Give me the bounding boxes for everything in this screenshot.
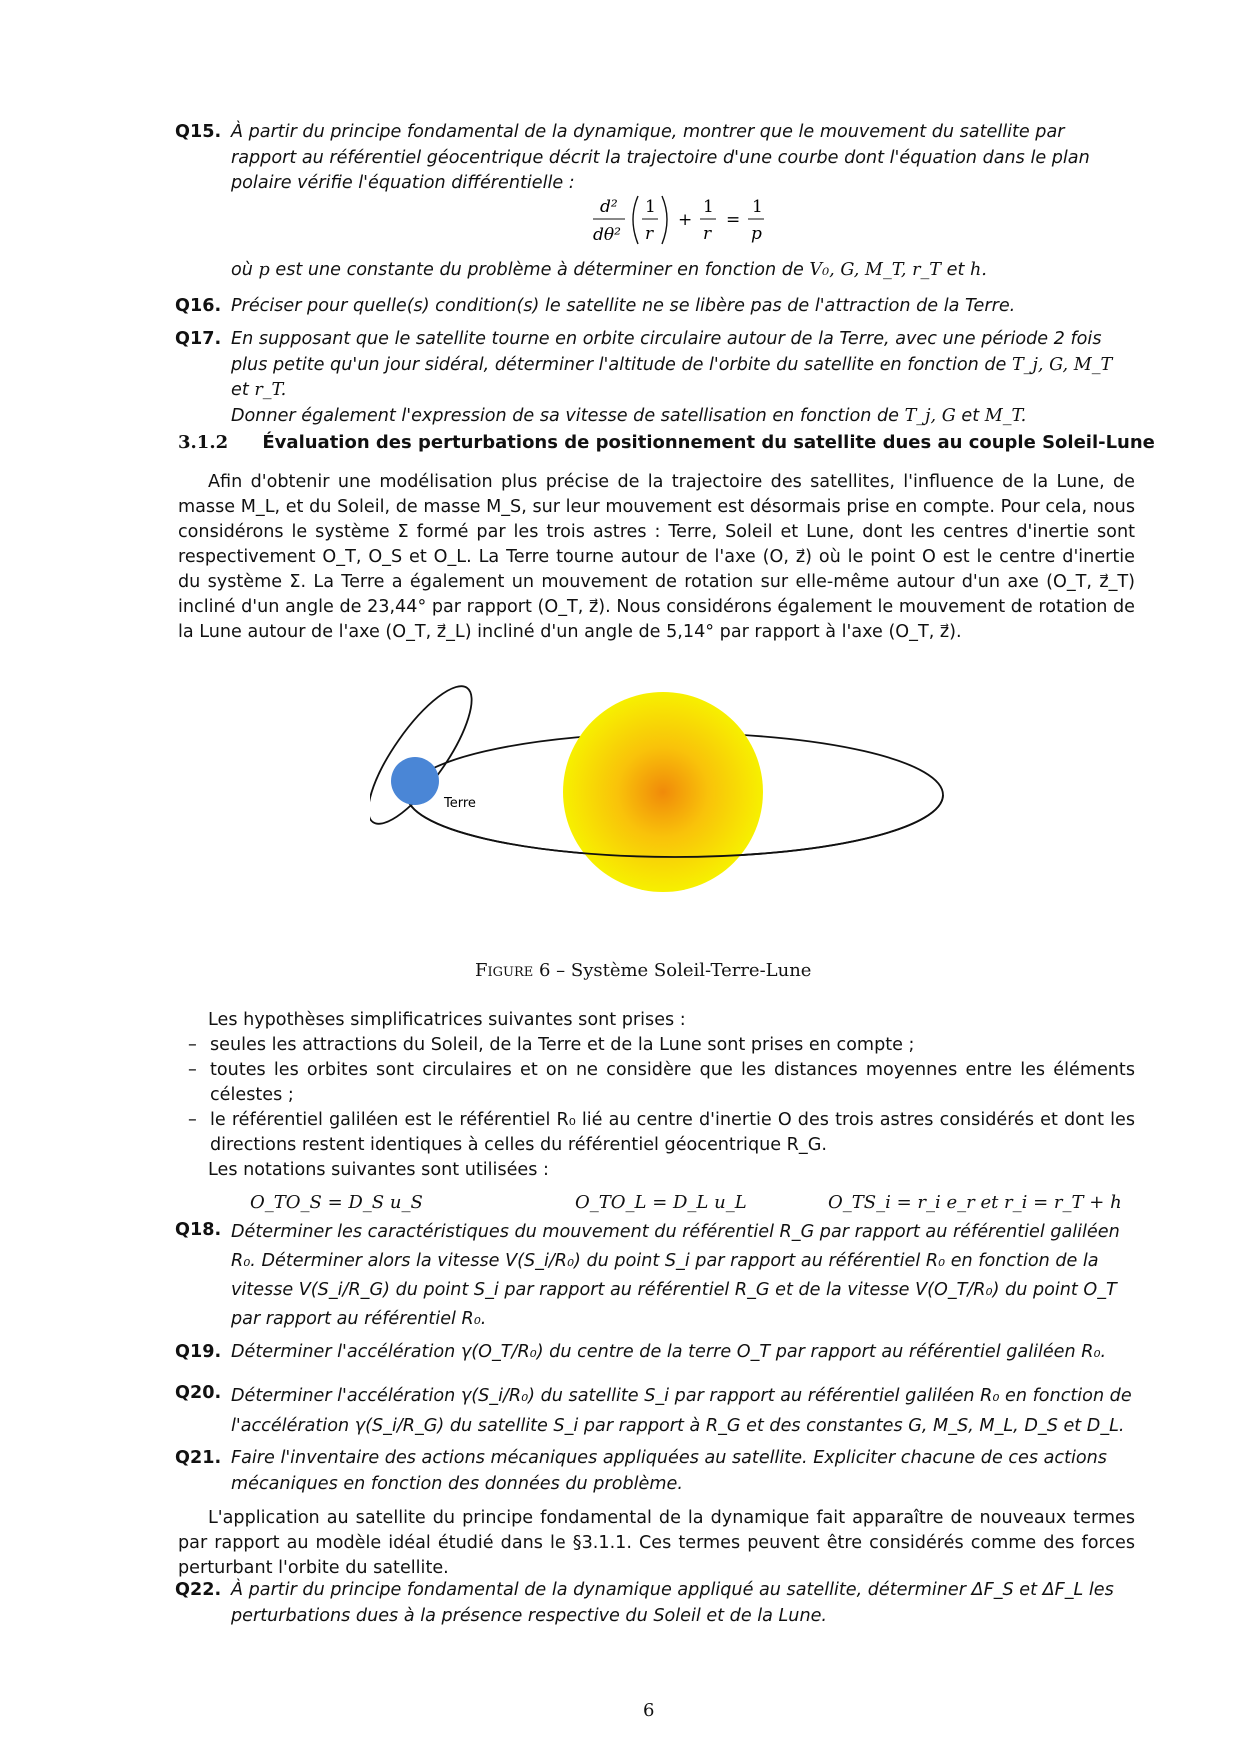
section-title-text: Évaluation des perturbations de positionnement du satellite dues au couple Soleil-Lune: [262, 432, 1155, 453]
list-dash: –: [188, 1060, 197, 1080]
question-q17: [175, 327, 1135, 429]
section-heading: [178, 432, 1155, 453]
intro-paragraph: Afin d'obtenir une modélisation plus précise de la trajectoire des satellites, l'influence de la Lune, de masse M_L, et du Soleil, de masse M_S, sur leur mouvement est désormais prise en compte. Pour cela, nous considérons le système Σ formé par les trois astres : Terre, Soleil et Lune, dont les centres d'inertie sont respectivement O_T, O_S et O_L. La Terre tourne autour de l'axe (O, z⃗) où le point O est le centre d'inertie du système Σ. La Terre a également un mouvement de rotation sur elle-même autour d'un axe (O_T, z⃗_T) incliné d'un angle de 23,44° par rapport (O_T, z⃗). Nous considérons également le mouvement de rotation de la Lune autour de l'axe (O_T, z⃗_L) incliné d'un angle de 5,14° par rapport à l'axe (O_T, z⃗).: [178, 472, 1135, 642]
question-text: Déterminer les caractéristiques du mouvement du référentiel R_G par rapport au référentiel galiléen R₀. Déterminer alors la vitesse V(S_i/R₀) du point S_i par rapport au référentiel R₀ en fonction de la vitesse V(S_i/R_G) du point S_i par rapport au référentiel R_G et de la vitesse V(O_T/R₀) du point O_T par rapport au référentiel R₀.: [231, 1222, 1120, 1329]
list-dash: –: [188, 1110, 197, 1130]
question-text: [231, 327, 1135, 429]
q17-and-b: et: [961, 405, 980, 426]
eq-one-a: 1: [645, 197, 656, 217]
q17-text-a: En supposant que le satellite tourne en orbite circulaire autour de la Terre, avec une période 2 fois plus petite qu'un jour sidéral, déterminer l'altitude de l'orbite du satellite en fonction de: [231, 329, 1102, 375]
question-q19: [175, 1340, 1135, 1366]
moon-orbit: [370, 680, 488, 837]
caption-prefix: Figure 6: [475, 960, 551, 981]
application-paragraph: L'application au satellite du principe fondamental de la dynamique fait apparaître de nouveaux termes par rapport au modèle idéal étudié dans le §3.1.1. Ces termes peuvent être considérés comme des forces perturbant l'orbite du satellite.: [178, 1508, 1135, 1578]
list-item: [188, 1108, 1135, 1158]
eq-plus: +: [678, 210, 693, 230]
q17-and: et: [231, 380, 249, 400]
question-number: Q20.: [175, 1383, 222, 1403]
notation-osi: O_TS_i = r_i e_r et r_i = r_T + h: [828, 1192, 1122, 1213]
list-item-text: le référentiel galiléen est le référentiel R₀ lié au centre d'inertie O des trois astres considérés et dont les directions restent identiques à celles du référentiel géocentrique R_G.: [210, 1110, 1135, 1155]
eq-dtheta2: dθ²: [593, 225, 621, 245]
list-item: [188, 1033, 1135, 1058]
caption-text: – Système Soleil-Terre-Lune: [550, 960, 812, 981]
eq-one-c: 1: [752, 197, 763, 217]
question-text: Déterminer l'accélération γ(S_i/R₀) du satellite S_i par rapport au référentiel galiléen R₀ en fonction de l'accélération γ(S_i/R_G) du satellite S_i par rapport à R_G et des constantes G, M_S, M_L, D_S et D_L.: [231, 1386, 1132, 1436]
notation-os: O_TO_S = D_S u_S: [250, 1192, 423, 1213]
hypotheses-intro: Les hypothèses simplificatrices suivantes sont prises :: [208, 1010, 686, 1030]
question-q22: [175, 1578, 1135, 1629]
text-ou: où: [231, 260, 253, 280]
question-text: Déterminer l'accélération γ(O_T/R₀) du centre de la terre O_T par rapport au référentiel galiléen R₀.: [231, 1342, 1107, 1362]
earth-disc: [391, 757, 439, 805]
question-text: Préciser pour quelle(s) condition(s) le satellite ne se libère pas de l'attraction de la Terre.: [231, 296, 1016, 316]
eq-d2: d²: [600, 197, 618, 217]
q17-var-rt: r_T.: [254, 380, 287, 400]
q17-var-mt: M_T.: [984, 405, 1027, 426]
text-et: et: [946, 260, 965, 280]
question-number: Q22.: [175, 1580, 222, 1600]
eq-p: p: [751, 224, 762, 244]
question-text: Faire l'inventaire des actions mécaniques appliquées au satellite. Expliciter chacune de ces actions mécaniques en fonction des données du problème.: [231, 1448, 1107, 1494]
list-item-text: toutes les orbites sont circulaires et on ne considère que les distances moyennes entre les éléments célestes ;: [210, 1060, 1135, 1105]
question-number: Q17.: [175, 329, 222, 349]
notation-ol: O_TO_L = D_L u_L: [575, 1192, 747, 1213]
question-q15-continuation: [175, 258, 1135, 284]
sun-disc: [563, 692, 763, 892]
var-p: p: [258, 260, 270, 280]
question-q18: [175, 1218, 1135, 1334]
notations-intro: Les notations suivantes sont utilisées :: [208, 1160, 549, 1180]
question-number: Q18.: [175, 1220, 222, 1240]
label-terre: Terre: [444, 796, 476, 811]
list-item: [188, 1058, 1135, 1108]
question-number: Q16.: [175, 296, 222, 316]
figure-soleil-terre-lune: [370, 680, 950, 980]
q17-text-b: Donner également l'expression de sa vitesse de satellisation en fonction de: [231, 405, 899, 426]
question-text: À partir du principe fondamental de la dynamique, montrer que le mouvement du satellite par rapport au référentiel géocentrique décrit la trajectoire d'une courbe dont l'équation dans le plan polaire vérifie l'équation différentielle :: [231, 122, 1090, 193]
eq-r-b: r: [703, 224, 712, 244]
eq-equals: =: [726, 210, 741, 230]
question-q21: [175, 1446, 1135, 1497]
eq-r-a: r: [645, 224, 654, 244]
page-number: 6: [643, 1700, 655, 1721]
question-q16: [175, 294, 1135, 320]
question-text: À partir du principe fondamental de la dynamique appliqué au satellite, déterminer ΔF_S et ΔF_L les perturbations dues à la présence respective du Soleil et de la Lune.: [231, 1580, 1114, 1626]
section-number: 3.1.2: [178, 432, 229, 453]
eq-one-b: 1: [703, 197, 714, 217]
differential-equation: [590, 192, 790, 250]
list-dash: –: [188, 1035, 197, 1055]
hypotheses-block: [188, 1008, 1135, 1183]
list-item-text: seules les attractions du Soleil, de la Terre et de la Lune sont prises en compte ;: [210, 1035, 915, 1055]
q17-vars-b: T_j, G: [904, 405, 956, 426]
vars-list: V₀, G, M_T, r_T: [809, 260, 942, 280]
question-number: Q19.: [175, 1342, 222, 1362]
figure-caption: [475, 960, 811, 981]
text-constante: est une constante du problème à déterminer en fonction de: [275, 260, 804, 280]
question-number: Q21.: [175, 1448, 222, 1468]
question-q15: [175, 120, 1135, 197]
q17-vars-a: T_j, G, M_T: [1011, 354, 1113, 375]
var-h: h.: [969, 260, 987, 280]
question-q20: [175, 1381, 1135, 1441]
question-number: Q15.: [175, 122, 222, 142]
